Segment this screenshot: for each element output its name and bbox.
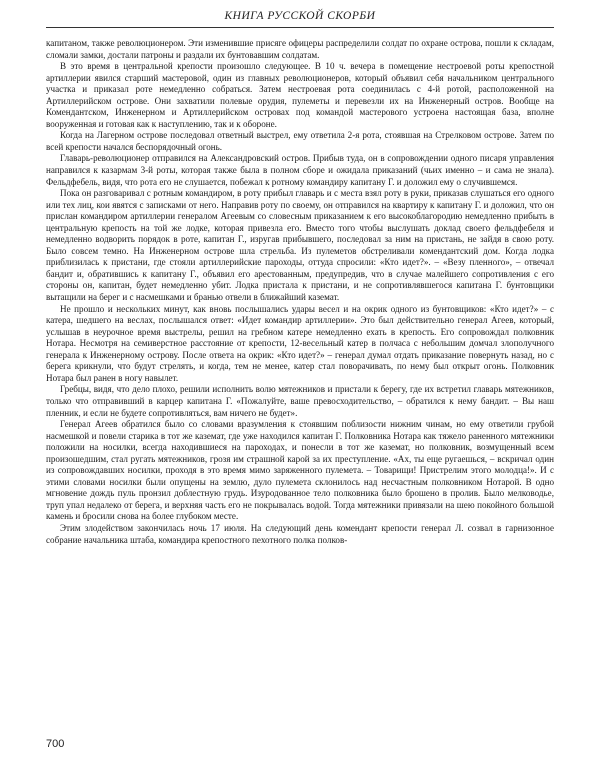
running-head: КНИГА РУССКОЙ СКОРБИ xyxy=(224,10,376,22)
paragraph: Пока он разговаривал с ротным командиром, в роту прибыл главарь и с места взял роту в руки, приказав слушаться его одного или тех лиц, кои явятся с записками от него. Направив роту по своему, он отправился на квартиру к капитану Г. и доложил, что он прислан командиром артиллерии генералом Агеевым со словесным приказанием к его высокоблагородию немедленно прибыть в центральную крепость на той же лодке, которая привезла его. Вместо того чтобы выслушать доклад своего фельдфебеля и немедленно водворить порядок в роте, капитан Г., изругав прибывшего, последовал за ним на пристань, не зайдя в свою роту. Было совсем темно. На Инженерном острове шла стрельба. Из пулеметов обстреливали комендантский дом. Когда лодка приблизилась к пристани, где стояли артиллерийские пароходы, оттуда спросили: «Кто идет?». – «Везу пленного», – отвечал бандит и, обратившись к капитану Г., объявил его арестованным, предупредив, что в случае малейшего сопротивления с его стороны он, капитан, будет немедленно убит. Лодка пристала к пристани, и не сопротивлявшегося капитана Г. бунтовщики вытащили на берег и с насмешками и бранью отвели в ближайший каземат. xyxy=(46,188,554,303)
paragraph: Генерал Агеев обратился было со словами вразумления к стоявшим поблизости нижним чинам, но ему ответили грубой насмешкой и повели старика в тот же каземат, где уже находился капитан Г. Полковника Нотара как тяжело раненного мятежники положили на носилки, всегда находившиеся на пароходах, и понесли в тот же каземат, но полковник, возмущенный всем произошедшим, стал ругать мятежников, грозя им страшной карой за их преступление. «Ах, ты еще ругаешься, – вскричал один из сопровождавших носилки, проходя в это время мимо заряженного пулемета. – Товарищи! Пристрелим этого молодца!». И с этими словами носилки были опущены на землю, дуло пулемета склонилось над несчастным полковником Нотарой. В одно мгновение дождь пуль пронзил доблестную грудь. Изуродованное тело полковника было брошено в пролив. Было мелководье, труп упал недалеко от берега, и верхняя часть его не покрывалась водой. Тогда мятежники привязали на шею покойного большой камень и бросили снова на более глубоком месте. xyxy=(46,419,554,522)
paragraph: В это время в центральной крепости произошло следующее. В 10 ч. вечера в помещение нестроевой роты крепостной артиллерии явился старший мастеровой, один из главных революционеров, который объявил себя начальником центрального участка и приказал роте немедленно собраться. Затем нестроевая рота соединилась с 4-й ротой, расположенной на Артиллерийском острове. Они захватили полевые орудия, пулеметы и перевезли их на Инженерный остров. Вообще на Комендантском, Инженерном и Артиллерийском островах под командой мастерового устроена настоящая база, вполне вооруженная и готовая как к наступлению, так и к обороне. xyxy=(46,61,554,129)
paragraph: Не прошло и нескольких минут, как вновь послышались удары весел и на окрик одного из бунтовщиков: «Кто идет?» – с катера, шедшего на веслах, послышался ответ: «Идет командир артиллерии». Это был действительно генерал Агеев, который, услышав в неурочное время выстрелы, решил на гребном катере немедленно ехать в крепость. Его сопровождал полковник Нотара. Несмотря на семиверстное расстояние от крепости, 12-весельный катер в полчаса с небольшим домчал злополучного генерала к Инженерному острову. После ответа на окрик: «Кто идет?» – генерал думал отдать приказание повернуть назад, но с берега крикнули, что будут стрелять, и когда, тем не менее, катер стал поворачивать, по нему был открыт огонь. Полковник Нотара был ранен в ногу навылет. xyxy=(46,303,554,383)
paragraph: Этим злодейством закончилась ночь 17 июля. На следующий день комендант крепости генерал Л. созвал в гарнизонное собрание начальника штаба, командира крепостного пехотного полка полков- xyxy=(46,522,554,545)
body-text xyxy=(46,38,554,546)
paragraph: капитаном, также революционером. Эти изменившие присяге офицеры распределили солдат по охране острова, пошли к складам, сломали замки, достали патроны и раздали их бунтовавшим солдатам. xyxy=(46,38,554,60)
header-rule xyxy=(46,27,554,28)
paragraph: Главарь-революционер отправился на Александровский остров. Прибыв туда, он в сопровождении одного писаря управления направился к казармам 3-й роты, которая также была в полном сборе и ожидала приказаний (чьих именно – и сама не знала). Фельдфебель, видя, что рота его не слушается, побежал к ротному командиру капитану Г. и доложил ему о случившемся. xyxy=(46,153,554,187)
paragraph: Гребцы, видя, что дело плохо, решили исполнить волю мятежников и пристали к берегу, где их встретил главарь мятежников, только что отправивший в карцер капитана Г. «Пожалуйте, ваше превосходительство, – обратился к нему бандит. – Вы наш пленник, и если не будете сопротивляться, вам ничего не будет». xyxy=(46,384,554,418)
paragraph: Когда на Лагерном острове последовал ответный выстрел, ему ответила 2-я рота, стоявшая на Стрелковом острове. Затем по всей крепости начался беспорядочный огонь. xyxy=(46,130,554,152)
page-number: 700 xyxy=(46,738,65,750)
